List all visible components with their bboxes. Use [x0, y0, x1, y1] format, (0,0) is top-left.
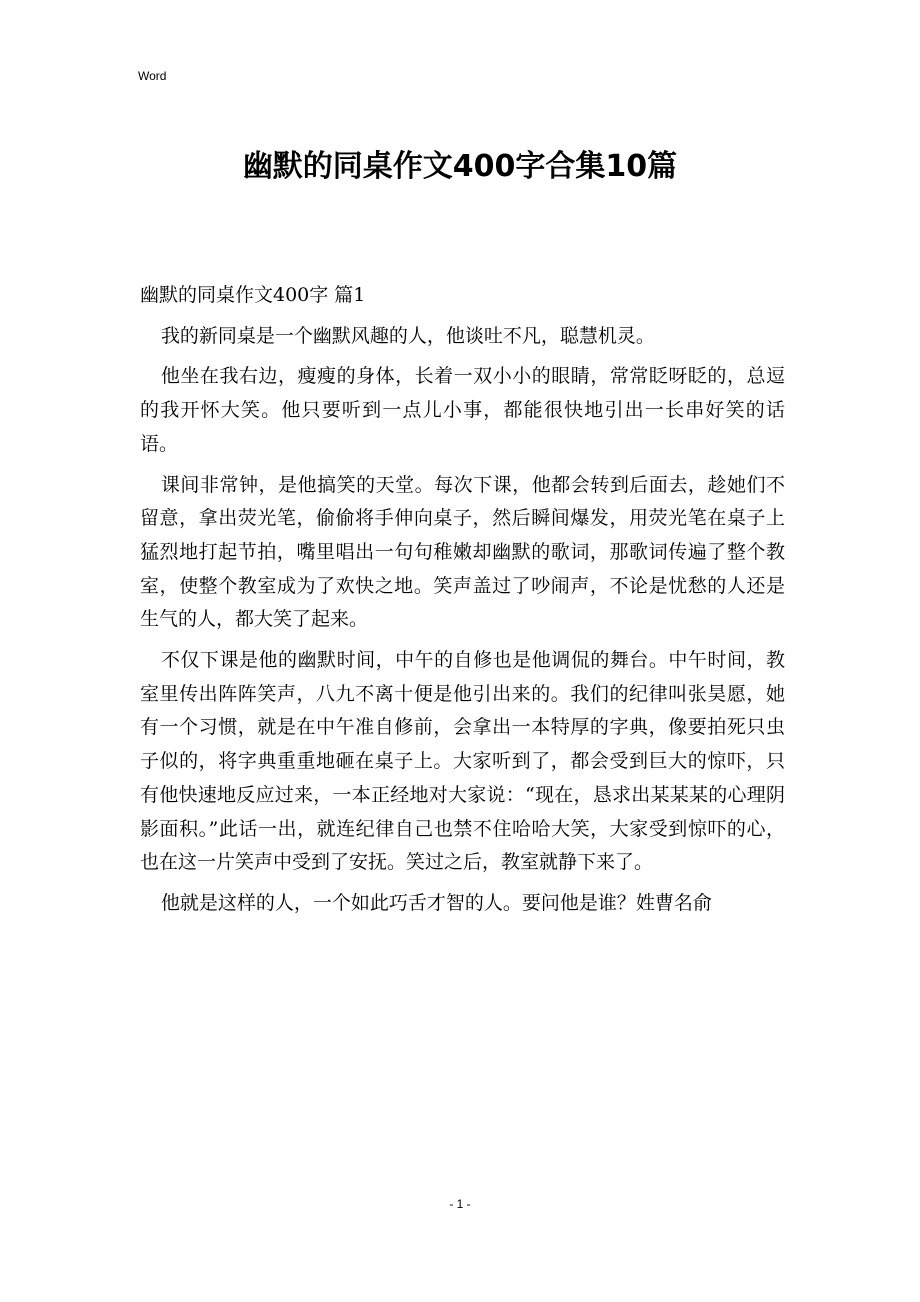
paragraph: 他就是这样的人，一个如此巧舌才智的人。要问他是谁？姓曹名俞: [160, 891, 712, 914]
section-heading: 幽默的同桌作文400字 篇1: [140, 284, 366, 306]
document-title: 幽默的同桌作文400字合集10篇: [242, 149, 678, 184]
document-body: [140, 279, 785, 928]
paragraph: 不仅下课是他的幽默时间，中午的自修也是他调侃的舞台。中午时间，教室里传出阵阵笑声，八九不离十便是他引出来的。我们的纪律叫张昊愿，她有一个习惯，就是在中午准自修前，会拿出一本特厚的字典，像要拍死只虫子似的，将字典重重地砸在桌子上。大家听到了，都会受到巨大的惊吓，只有他快速地反应过来，一本正经地对大家说：“现在，恳求出某某某的心理阴影面积。”此话一出，就连纪律自己也禁不住哈哈大笑，大家受到惊吓的心，也在这一片笑声中受到了安抚。笑过之后，教室就静下来了。: [140, 649, 785, 874]
page-number: - 1 -: [449, 1197, 471, 1211]
header-app-label: Word: [138, 69, 167, 83]
paragraph: 他坐在我右边，瘦瘦的身体，长着一双小小的眼睛，常常眨呀眨的，总逗的我开怀大笑。他只要听到一点儿小事，都能很快地引出一长串好笑的话语。: [140, 365, 785, 455]
paragraph: 课间非常钟，是他搞笑的天堂。每次下课，他都会转到后面去，趁她们不留意，拿出荧光笔，偷偷将手伸向桌子，然后瞬间爆发，用荧光笔在桌子上猛烈地打起节拍，嘴里唱出一句句稚嫩却幽默的歌词，那歌词传遍了整个教室，使整个教室成为了欢快之地。笑声盖过了吵闹声，不论是忧愁的人还是生气的人，都大笑了起来。: [140, 473, 785, 631]
paragraph: 我的新同桌是一个幽默风趣的人，他谈吐不凡，聪慧机灵。: [160, 324, 655, 347]
